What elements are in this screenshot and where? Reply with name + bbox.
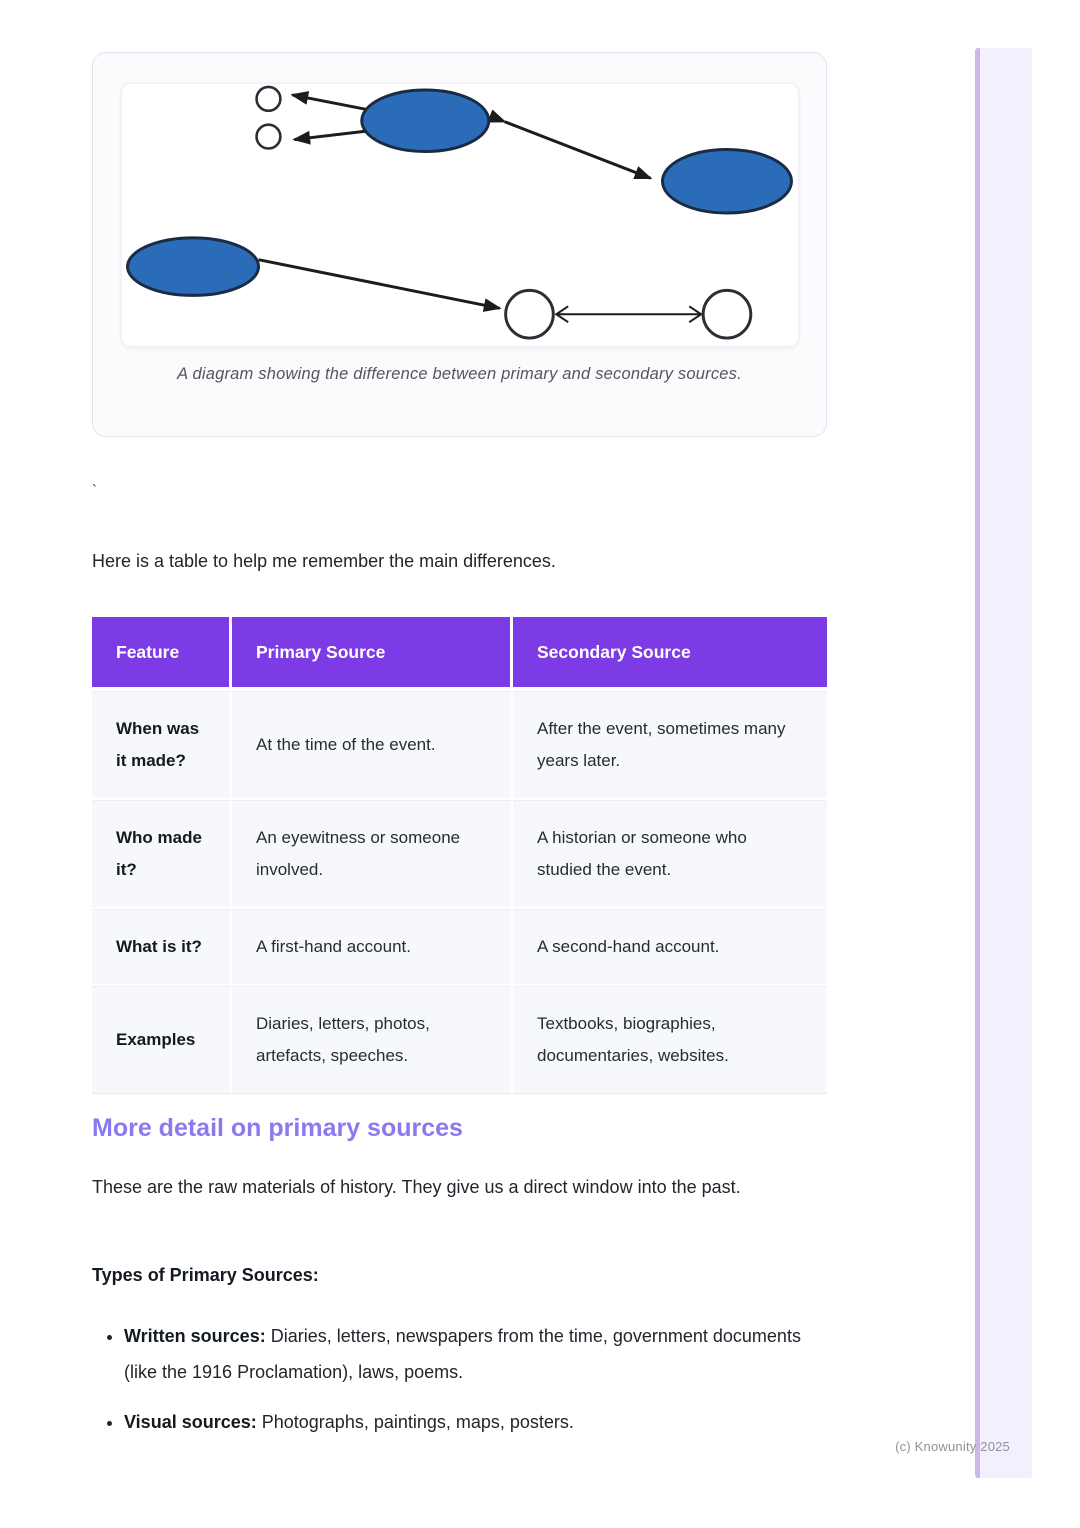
list-title: Types of Primary Sources:: [92, 1265, 319, 1285]
list-item: [124, 1404, 820, 1440]
row-primary-value: Diaries, letters, photos, artefacts, speeches.: [232, 986, 513, 1094]
section-paragraph: These are the raw materials of history. They give us a direct window into the past.: [92, 1177, 741, 1197]
blue-ellipse-right: [662, 150, 791, 214]
row-secondary-value: A second-hand account.: [513, 909, 827, 986]
double-arrow-top: [505, 122, 651, 179]
row-feature-label: What is it?: [92, 909, 232, 986]
table-header-row: [92, 617, 827, 691]
row-secondary-value: A historian or someone who studied the event.: [513, 800, 827, 909]
section-heading: More detail on primary sources: [92, 1114, 463, 1142]
table-row: [92, 909, 827, 986]
figure-card: [92, 52, 827, 437]
stray-backtick: `: [92, 482, 97, 499]
figure-caption: A diagram showing the difference between primary and secondary sources.: [177, 365, 742, 383]
table-row: [92, 691, 827, 800]
row-feature-label: When was it made?: [92, 691, 232, 800]
page-edge-ribbon: [975, 48, 1032, 1478]
header-feature: Feature: [92, 617, 232, 691]
row-primary-value: At the time of the event.: [232, 691, 513, 800]
open-circle-bottom-1: [506, 290, 554, 338]
sources-diagram: [122, 84, 798, 346]
row-primary-value: An eyewitness or someone involved.: [232, 800, 513, 909]
arrow-to-bottom-circle: [259, 260, 500, 309]
small-circle-1: [257, 87, 281, 111]
bullet-text: Diaries, letters, newspapers from the time, government documents (like the 1916 Proclamation), laws, poems.: [124, 1326, 801, 1382]
bullet-label: Written sources:: [124, 1326, 266, 1346]
arrow-to-small-circle-1: [292, 95, 373, 111]
list-item: [124, 1318, 820, 1390]
blue-ellipse-bottom-left: [128, 238, 259, 296]
table-row: [92, 800, 827, 909]
primary-sources-list: [92, 1318, 820, 1454]
sources-diagram-image: [121, 83, 799, 347]
bullet-text: Photographs, paintings, maps, posters.: [261, 1412, 574, 1432]
bullet-label: Visual sources:: [124, 1412, 257, 1432]
header-primary-source: Primary Source: [232, 617, 513, 691]
row-primary-value: A first-hand account.: [232, 909, 513, 986]
row-secondary-value: Textbooks, biographies, documentaries, websites.: [513, 986, 827, 1094]
blue-ellipse-top: [362, 90, 489, 152]
small-circle-2: [257, 125, 281, 149]
sources-comparison-table: [92, 617, 827, 1094]
intro-paragraph: Here is a table to help me remember the main differences.: [92, 551, 556, 571]
open-circle-bottom-2: [703, 290, 751, 338]
row-feature-label: Examples: [92, 986, 232, 1094]
arrow-to-small-circle-2: [294, 131, 370, 140]
row-secondary-value: After the event, sometimes many years later.: [513, 691, 827, 800]
row-feature-label: Who made it?: [92, 800, 232, 909]
header-secondary-source: Secondary Source: [513, 617, 827, 691]
copyright-notice: (c) Knowunity 2025: [895, 1439, 1010, 1454]
table-row: [92, 986, 827, 1094]
